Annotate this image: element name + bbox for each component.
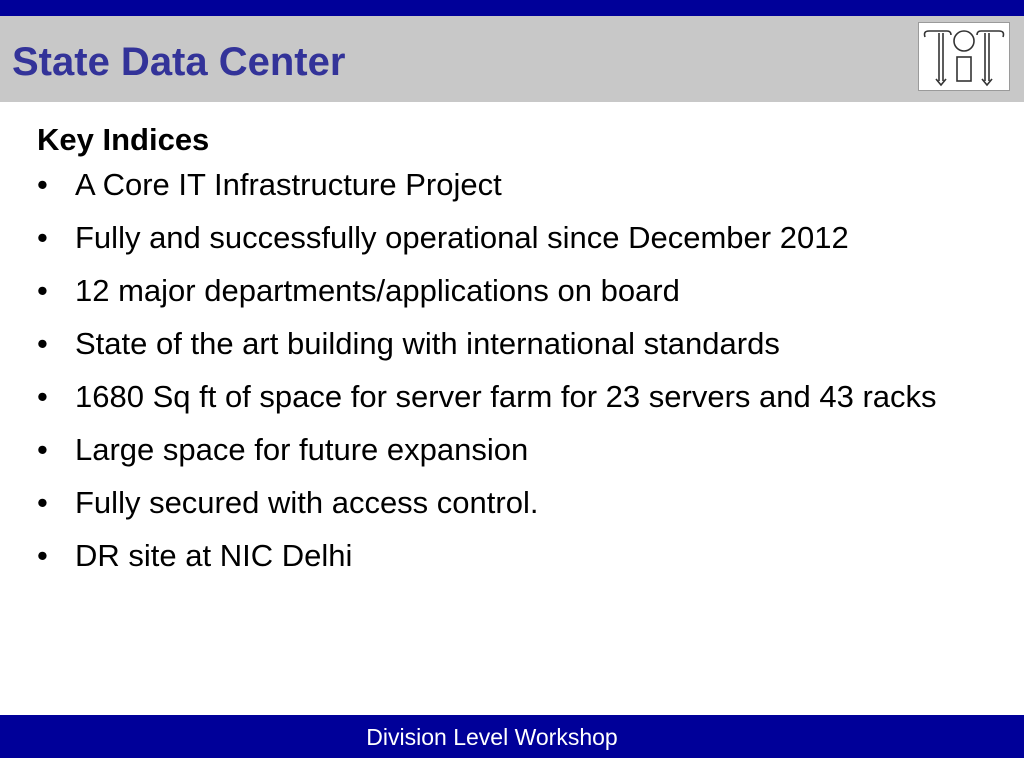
list-item	[37, 374, 937, 419]
bullet-list	[37, 162, 937, 578]
bullet-marker: •	[37, 379, 48, 414]
list-item	[37, 480, 937, 525]
bullet-marker: •	[37, 432, 48, 467]
list-item	[37, 215, 937, 260]
logo-right-arrow	[982, 79, 992, 85]
bullet-marker: •	[37, 538, 48, 573]
list-item-text: 12 major departments/applications on board	[75, 273, 680, 308]
list-item	[37, 321, 937, 366]
list-item	[37, 268, 937, 313]
footer-text: Division Level Workshop	[366, 724, 618, 750]
list-item-text: 1680 Sq ft of space for server farm for 23 servers and 43 racks	[75, 379, 937, 414]
list-item-text: State of the art building with international standards	[75, 326, 780, 361]
title-bar	[0, 16, 1024, 102]
logo-left-arrow	[936, 79, 946, 85]
bullet-marker: •	[37, 273, 48, 308]
slide-title: State Data Center	[12, 40, 346, 84]
top-band	[0, 0, 1024, 16]
bullet-marker: •	[37, 485, 48, 520]
list-item-text: A Core IT Infrastructure Project	[75, 167, 502, 202]
bullet-marker: •	[37, 326, 48, 361]
logo-icon	[918, 22, 1010, 91]
bullet-marker: •	[37, 220, 48, 255]
list-item	[37, 162, 937, 207]
logo-center-box	[957, 57, 971, 81]
logo-graphic	[919, 23, 1009, 90]
logo-left-bar	[925, 31, 952, 37]
list-item-text: Large space for future expansion	[75, 432, 529, 467]
list-item	[37, 427, 937, 472]
list-item-text: DR site at NIC Delhi	[75, 538, 353, 573]
content-area	[37, 118, 937, 586]
footer-bar	[0, 715, 1024, 758]
list-item-text: Fully and successfully operational since December 2012	[75, 220, 849, 255]
logo-circle	[954, 31, 974, 51]
section-heading: Key Indices	[37, 122, 210, 157]
logo-right-bar	[977, 31, 1004, 37]
list-item	[37, 533, 937, 578]
bullet-marker: •	[37, 167, 48, 202]
list-item-text: Fully secured with access control.	[75, 485, 539, 520]
